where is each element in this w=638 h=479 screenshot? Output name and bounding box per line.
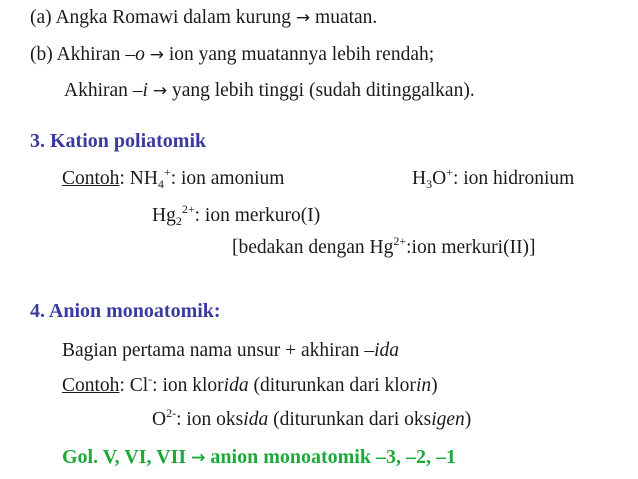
- gol-summary: [62, 445, 456, 470]
- contoh-label: Contoh: [62, 375, 120, 396]
- colon: :: [119, 168, 125, 189]
- o-text-b: (diturunkan dari oks: [268, 409, 432, 430]
- intro-line-a: [30, 6, 377, 30]
- intro-a-label: (a) Angka Romawi dalam kurung: [30, 7, 292, 28]
- h3o-o: O: [432, 168, 447, 189]
- bedakan-rest: :ion merkuri(II)]: [406, 237, 536, 258]
- rule-suffix: –ida: [364, 340, 399, 361]
- section-4-title: 4. Anion monoatomik:: [30, 300, 221, 322]
- nh4-name: : ion amonium: [170, 168, 285, 189]
- intro-b-label: (b) Akhiran: [30, 44, 121, 65]
- o-sup: 2-: [166, 406, 177, 420]
- o-text-a: : ion oks: [176, 409, 244, 430]
- hg2-sup: 2+: [181, 202, 195, 216]
- rule-text: Bagian pertama nama unsur + akhiran: [62, 340, 365, 361]
- cl-sup: -: [148, 372, 153, 386]
- intro-c-label: Akhiran: [64, 80, 128, 101]
- gol-text: Gol. V, VI, VII: [62, 446, 192, 468]
- contoh-label: Contoh: [62, 168, 120, 189]
- nh4-sub: 4: [157, 177, 164, 191]
- nh4-formula: NH: [129, 168, 158, 189]
- intro-b-suffix: –o: [125, 44, 145, 65]
- arrow-right-icon: →: [295, 8, 311, 28]
- hg2-sub: 2: [175, 214, 182, 228]
- h3o-formula: H: [412, 168, 427, 189]
- cl-suffix: ida: [223, 375, 249, 396]
- o-origin-suffix: igen: [431, 409, 465, 430]
- cl-text-a: : ion klor: [152, 375, 224, 396]
- cl-text-b: (diturunkan dari klor: [248, 375, 416, 396]
- example-nh4: [62, 167, 284, 191]
- o-close: ): [464, 409, 472, 430]
- o-suffix: ida: [243, 409, 269, 430]
- example-cl: [62, 374, 438, 398]
- hg2-name: : ion merkuro(I): [194, 205, 321, 226]
- example-h3o: [412, 167, 574, 191]
- anion-rule: [62, 339, 399, 363]
- bedakan-text: [bedakan dengan Hg: [232, 237, 394, 258]
- arrow-right-icon: →: [149, 45, 164, 65]
- example-hg2: [152, 204, 320, 228]
- intro-line-c: [64, 79, 475, 103]
- intro-c-suffix: –i: [132, 80, 148, 101]
- arrow-right-icon: →: [152, 81, 168, 101]
- section-3-title: 3. Kation poliatomik: [30, 130, 207, 152]
- intro-a-rest: muatan.: [315, 7, 378, 28]
- hg2-formula: Hg: [152, 205, 176, 226]
- intro-line-b: [30, 43, 434, 67]
- h3o-name: : ion hidronium: [452, 168, 575, 189]
- cl-formula: Cl: [129, 375, 149, 396]
- nh4-sup: +: [163, 165, 171, 179]
- colon: :: [119, 375, 125, 396]
- bedakan-note: [232, 236, 536, 260]
- arrow-right-icon: →: [191, 448, 206, 468]
- h3o-sup: +: [446, 165, 453, 179]
- intro-c-rest: yang lebih tinggi (sudah ditinggalkan).: [171, 80, 475, 101]
- gol-charges: anion monoatomik –3, –2, –1: [205, 446, 456, 468]
- example-o: [152, 408, 471, 432]
- cl-close: ): [431, 375, 438, 396]
- h3o-sub: 3: [426, 177, 433, 191]
- cl-origin-suffix: in: [415, 375, 432, 396]
- bedakan-sup: 2+: [393, 234, 407, 248]
- o-formula: O: [152, 409, 167, 430]
- intro-b-rest: ion yang muatannya lebih rendah;: [168, 44, 435, 65]
